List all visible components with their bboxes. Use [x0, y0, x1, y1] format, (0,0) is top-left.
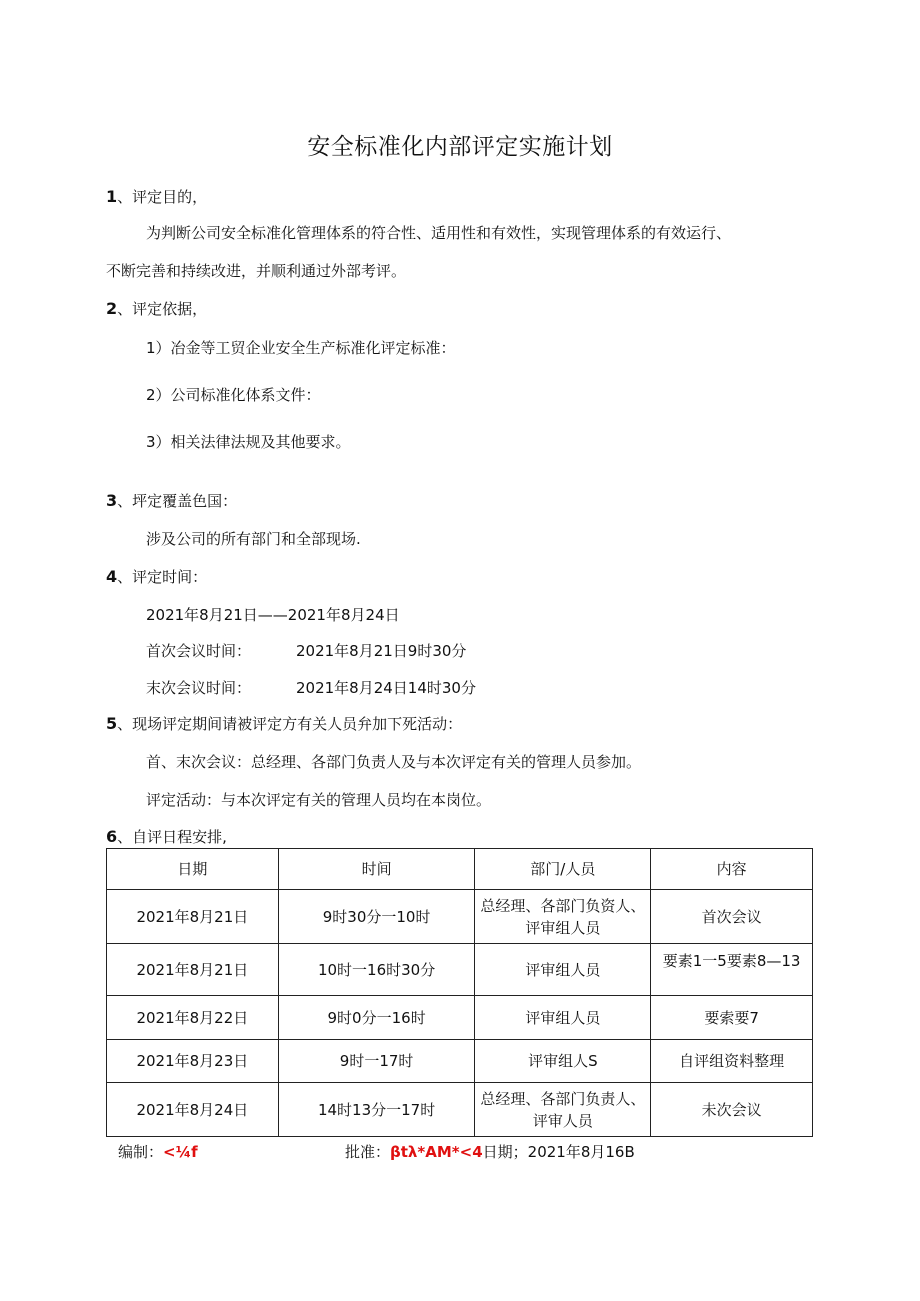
cell-date: 2021年8月21日 — [107, 944, 279, 996]
section-5-text-line2: 评定活动：与本次评定有关的管理人员均在本岗位。 — [146, 791, 492, 809]
section-5-number: 5 — [106, 714, 118, 733]
cell-content: 要索要7 — [651, 996, 813, 1040]
section-1-text-line1: 为判断公司安全标准化管理体系的符合性、适用性和有效性，实现管理体系的有效运行、 — [146, 224, 732, 242]
schedule-table — [106, 848, 813, 1137]
first-meeting-value: 2021年8月21日9时30分 — [296, 642, 467, 660]
cell-department: 评审组人员 — [475, 944, 651, 996]
table-row — [107, 890, 813, 944]
approver-signature: βtλ*AM*<4 — [390, 1143, 483, 1161]
section-3-number: 3 — [106, 491, 118, 510]
compiled-by-label: 编制： — [118, 1143, 164, 1161]
header-department: 部门/人员 — [475, 849, 651, 890]
cell-time: 9时一17时 — [278, 1040, 475, 1083]
section-2-item-3: 3）相关法律法规及其他要求。 — [146, 433, 351, 451]
section-4-heading — [106, 566, 207, 587]
section-5-heading — [106, 713, 462, 734]
cell-date: 2021年8月24日 — [107, 1083, 279, 1137]
document-title: 安全标准化内部评定实施计划 — [307, 134, 613, 160]
cell-time: 10时一16时30分 — [278, 944, 475, 996]
header-time: 时间 — [278, 849, 475, 890]
table-row — [107, 996, 813, 1040]
compiled-by — [118, 1141, 198, 1162]
cell-department: 评审组人员 — [475, 996, 651, 1040]
table-row — [107, 1083, 813, 1137]
cell-department: 总经理、各部门负责人、评审人员 — [475, 1083, 651, 1137]
section-3-title: 、坪定覆盖色国： — [117, 492, 238, 510]
section-2-item-2: 2）公司标准化体系文件： — [146, 386, 321, 404]
approved-by — [345, 1141, 635, 1162]
section-5-title: 、现场评定期间请被评定方有关人员弁加下死活动： — [117, 715, 463, 733]
section-6-number: 6 — [106, 827, 118, 846]
section-2-title: 、评定依据， — [117, 300, 208, 318]
header-content: 内容 — [651, 849, 813, 890]
cell-time: 14时13分一17时 — [278, 1083, 475, 1137]
section-6-title: 、自评日程安排, — [117, 828, 227, 846]
section-3-text: 涉及公司的所有部门和全部现场. — [146, 530, 361, 548]
section-1-title: 、评定目的， — [117, 188, 208, 206]
section-2-item-1: 1）冶金等工贸企业安全生产标准化评定标准： — [146, 339, 456, 357]
document-date: 日期；2021年8月16B — [482, 1143, 635, 1161]
table-header-row — [107, 849, 813, 890]
header-date: 日期 — [107, 849, 279, 890]
cell-content: 要素1一5要素8—13 — [651, 944, 813, 996]
table-row — [107, 944, 813, 996]
cell-time: 9时0分一16时 — [278, 996, 475, 1040]
section-2-number: 2 — [106, 299, 118, 318]
cell-content: 首次会议 — [651, 890, 813, 944]
cell-date: 2021年8月22日 — [107, 996, 279, 1040]
section-1-number: 1 — [106, 187, 118, 206]
first-meeting-label: 首次会议时间： — [146, 642, 252, 660]
cell-department: 总经理、各部门负资人、评审组人员 — [475, 890, 651, 944]
cell-date: 2021年8月23日 — [107, 1040, 279, 1083]
approved-by-label: 批准： — [345, 1143, 391, 1161]
section-6-heading — [106, 826, 227, 847]
section-4-number: 4 — [106, 567, 118, 586]
cell-date: 2021年8月21日 — [107, 890, 279, 944]
last-meeting-value: 2021年8月24日14时30分 — [296, 679, 476, 697]
evaluation-date-range: 2021年8月21日——2021年8月24日 — [146, 606, 400, 624]
section-3-heading — [106, 490, 237, 511]
section-2-heading — [106, 298, 207, 319]
cell-time: 9时30分一10时 — [278, 890, 475, 944]
section-1-heading — [106, 186, 207, 207]
cell-department: 评审组人S — [475, 1040, 651, 1083]
cell-content: 未次会议 — [651, 1083, 813, 1137]
cell-content: 自评组资料整理 — [651, 1040, 813, 1083]
compiler-signature: <¼f — [163, 1143, 198, 1161]
section-1-text-line2: 不断完善和持续改进，并顺利通过外部考评。 — [106, 262, 407, 280]
section-5-text-line1: 首、末次会议：总经理、各部门负责人及与本次评定有关的管理人员参加。 — [146, 753, 642, 771]
section-4-title: 、评定时间： — [117, 568, 208, 586]
table-row — [107, 1040, 813, 1083]
last-meeting-label: 末次会议时间： — [146, 679, 252, 697]
